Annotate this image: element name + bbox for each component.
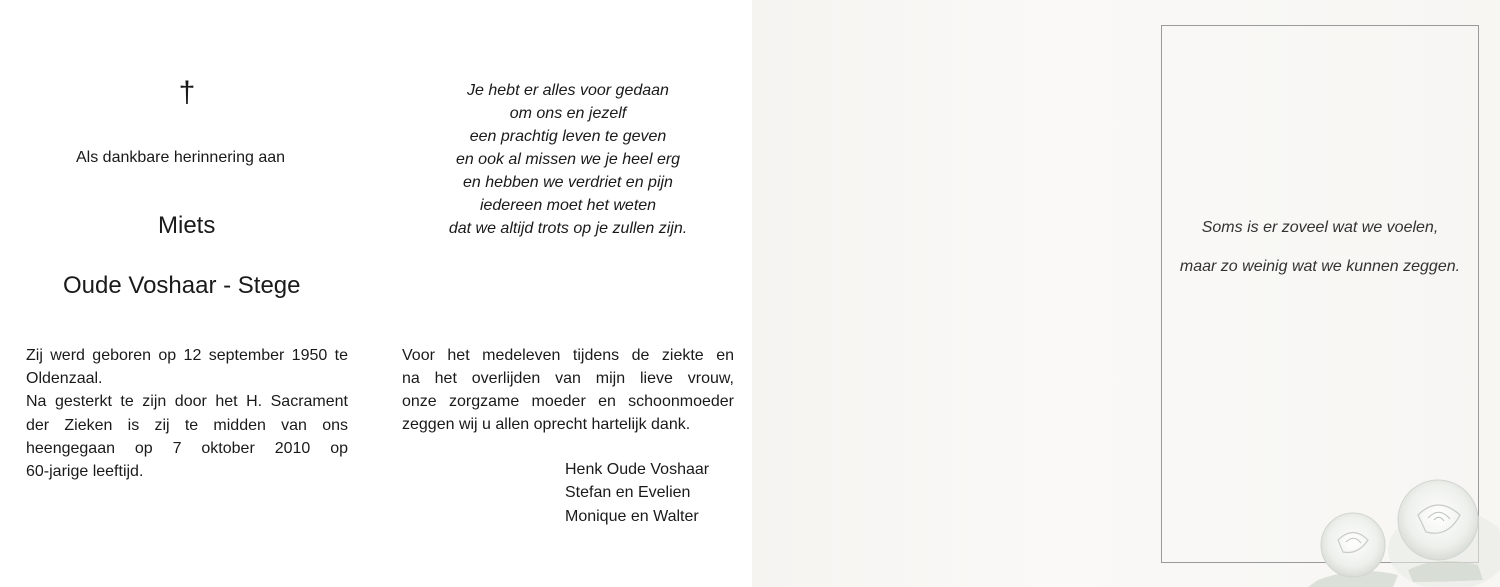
- thank-you-text: [402, 344, 734, 436]
- poem-line: een prachtig leven te geven: [469, 128, 667, 145]
- bio-line: Oldenzaal.: [26, 370, 103, 388]
- quote-line: maar zo weinig wat we kunnen zeggen.: [1179, 258, 1461, 275]
- poem-line: dat we altijd trots op je zullen zijn.: [448, 220, 688, 237]
- white-roses-image: [1298, 470, 1500, 587]
- intro-text: Als dankbare herinnering aan: [76, 149, 286, 166]
- bio-line: heengegaan op 7 oktober 2010 op: [26, 439, 348, 457]
- thanks-line: zeggen wij u allen oprecht hartelijk dank.: [402, 416, 691, 433]
- signature-name: Monique en Walter: [565, 507, 699, 525]
- quote-line: Soms is er zoveel wat we voelen,: [1201, 219, 1439, 236]
- poem-line: om ons en jezelf: [509, 105, 627, 122]
- bio-line: Zij werd geboren op 12 september 1950 te: [26, 347, 348, 364]
- poem: [418, 79, 718, 240]
- full-name: Oude Voshaar - Stege: [63, 272, 301, 299]
- signature-name: Henk Oude Voshaar: [565, 461, 710, 478]
- bio-line: 60-jarige leeftijd.: [26, 463, 144, 481]
- thanks-line: Voor het medeleven tijdens de ziekte en: [402, 347, 734, 364]
- poem-line: en ook al missen we je heel erg: [455, 151, 681, 168]
- biography: [26, 344, 348, 483]
- bio-line: der Zieken is zij te midden van ons: [26, 416, 348, 434]
- signatures: [565, 458, 709, 528]
- bio-line: Na gesterkt te zijn door het H. Sacrament: [26, 393, 348, 411]
- first-name: Miets: [158, 212, 216, 239]
- thanks-line: onze zorgzame moeder en schoonmoeder: [402, 393, 734, 410]
- thanks-line: na het overlijden van mijn lieve vrouw,: [402, 370, 734, 387]
- cross-icon: †: [178, 76, 196, 109]
- poem-line: Je hebt er alles voor gedaan: [467, 82, 669, 99]
- poem-line: en hebben we verdriet en pijn: [463, 174, 673, 191]
- signature-name: Stefan en Evelien: [565, 484, 691, 502]
- poem-line: iedereen moet het weten: [479, 197, 657, 214]
